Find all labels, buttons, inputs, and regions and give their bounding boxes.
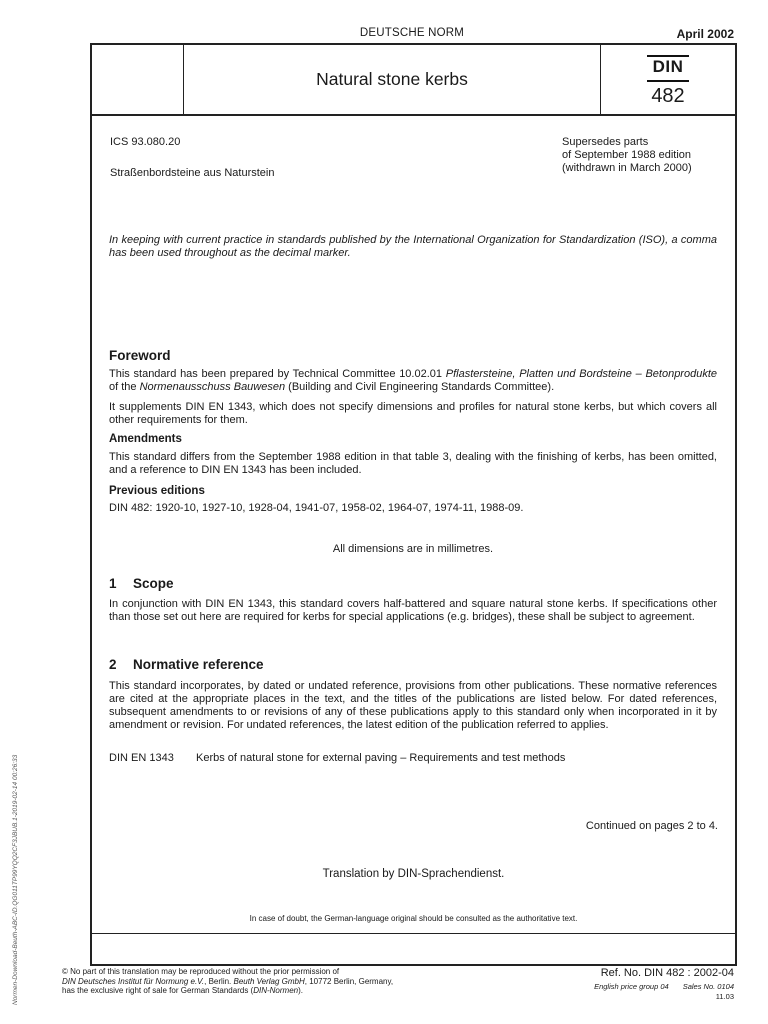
- foreword-paragraph-1: [109, 368, 717, 394]
- scope-text: In conjunction with DIN EN 1343, this standard covers half-battered and square natural stone kerbs. If specifications other than those set out here are required for kerbs for special applications (e.g. bridges), these shall be subject to agreement.: [109, 598, 717, 623]
- reference-title: Kerbs of natural stone for external paving – Requirements and test methods: [196, 752, 566, 764]
- foreword-text: (Building and Civil Engineering Standards Committee).: [285, 381, 555, 393]
- foreword-paragraph-2: It supplements DIN EN 1343, which does not specify dimensions and profiles for natural stone kerbs, but which covers all other requirements for them.: [109, 401, 717, 426]
- price-info: [594, 982, 734, 991]
- copyright-line-3: [62, 986, 393, 996]
- publication-date: April 2002: [676, 27, 734, 41]
- edition-code: 11.03: [715, 992, 734, 1001]
- section-title: Normative reference: [133, 657, 264, 672]
- normative-reference-text: This standard incorporates, by dated or undated reference, provisions from other publications. These normative references are cited at the appropriate places in the text, and the titles of the publications are listed below. For dated references, subsequent amendments to or revisions of any of these publications apply to this standard only when incorporated in it by amendment or revision. For undated references, the latest edition of the publication referred to applies.: [109, 680, 717, 731]
- normative-reference-heading: [109, 657, 264, 672]
- title-block-left-cell: [92, 45, 184, 114]
- translation-credit: Translation by DIN-Sprachendienst.: [322, 868, 505, 880]
- previous-editions-heading: Previous editions: [109, 485, 205, 497]
- previous-editions-text: DIN 482: 1920-10, 1927-10, 1928-04, 1941-07, 1958-02, 1964-07, 1974-11, 1988-09.: [109, 502, 524, 514]
- section-title: Scope: [133, 576, 174, 591]
- copyright-text: , Berlin.: [204, 976, 234, 986]
- copyright-notice: [62, 967, 393, 996]
- supersedes-note: Supersedes parts of September 1988 edition (withdrawn in March 2000): [562, 136, 692, 174]
- copyright-text: ).: [298, 986, 303, 996]
- din-logo-text: DIN: [652, 57, 684, 76]
- decimal-marker-note: In keeping with current practice in standards published by the International Organization for Standardization (ISO), a comma has been used throughout as the decimal marker.: [109, 234, 717, 259]
- sales-number: Sales No. 0104: [682, 982, 734, 991]
- download-watermark: Normen-Download-Beuth-ABC-ID.QG011TP99YQQ2CF3JBUB.1-2019-02-14 00:26:33: [12, 754, 19, 1005]
- din-logo-bottom-rule: [647, 80, 689, 82]
- standard-number: 482: [651, 85, 685, 107]
- foreword-text: This standard has been prepared by Technical Committee 10.02.01: [109, 368, 446, 380]
- copyright-text: has the exclusive right of sale for German Standards (: [62, 986, 254, 996]
- standards-body-name: Normenausschuss Bauwesen: [139, 381, 286, 393]
- din-institute-name: DIN Deutsches Institut für Normung e.V.: [62, 976, 205, 986]
- din-logo: [647, 55, 689, 82]
- copyright-line-1: © No part of this translation may be reproduced without the prior permission of: [62, 967, 340, 976]
- german-title: Straßenbordsteine aus Naturstein: [110, 167, 275, 179]
- copyright-text: , 10772 Berlin, Germany,: [304, 976, 394, 986]
- foreword-heading: Foreword: [109, 348, 171, 363]
- reference-code: DIN EN 1343: [109, 752, 174, 764]
- title-block-right-cell: [600, 45, 735, 114]
- section-number: 1: [109, 576, 117, 591]
- amendments-text: This standard differs from the September 1988 edition in that table 3, dealing with the finishing of kerbs, has been omitted, and a reference to DIN EN 1343 has been included.: [109, 451, 717, 476]
- amendments-heading: Amendments: [109, 433, 182, 445]
- document-title: Natural stone kerbs: [316, 69, 468, 89]
- publisher-name: Beuth Verlag GmbH: [233, 976, 305, 986]
- copyright-line-2: [62, 977, 393, 987]
- reference-entry: [109, 752, 717, 765]
- section-number: 2: [109, 657, 117, 672]
- price-group: English price group 04: [594, 982, 669, 991]
- reference-number: Ref. No. DIN 482 : 2002-04: [600, 967, 734, 979]
- ics-code: ICS 93.080.20: [110, 136, 181, 148]
- authoritative-text-note: In case of doubt, the German-language original should be consulted as the authoritative text.: [249, 914, 578, 923]
- committee-name: Pflastersteine, Platten und Bordsteine – Betonprodukte: [445, 368, 717, 380]
- dimensions-note: All dimensions are in millimetres.: [332, 543, 494, 555]
- title-block: [92, 45, 735, 116]
- scope-heading: [109, 576, 174, 591]
- bottom-divider: [92, 933, 735, 934]
- continuation-note: Continued on pages 2 to 4.: [585, 820, 718, 832]
- document-type-label: DEUTSCHE NORM: [359, 27, 465, 39]
- din-normen-label: DIN-Normen: [253, 986, 299, 996]
- foreword-text: of the: [109, 381, 140, 393]
